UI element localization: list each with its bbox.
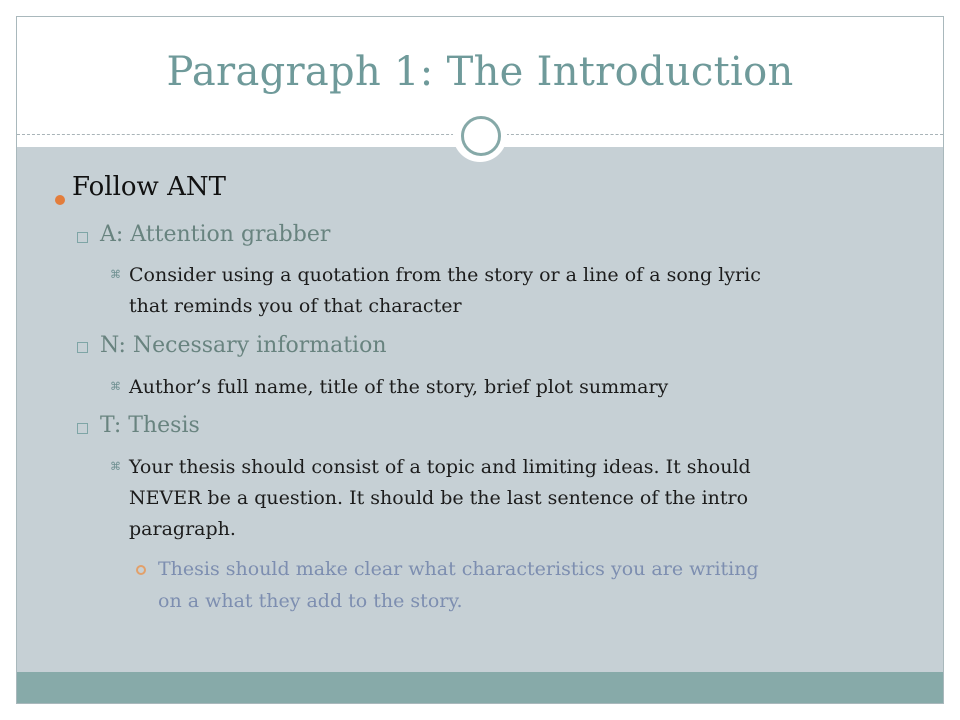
detail-t-line-2: NEVER be a question. It should be the last sentence of the intro bbox=[129, 487, 749, 509]
square-bullet-icon bbox=[77, 342, 88, 353]
section-heading-n: N: Necessary information bbox=[100, 333, 387, 358]
ornament-ring bbox=[461, 116, 501, 156]
slide bbox=[16, 16, 944, 704]
detail-a-line-2: that reminds you of that character bbox=[129, 295, 462, 317]
detail-a-line-1: Consider using a quotation from the story or a line of a song lyric bbox=[129, 264, 761, 286]
cross-bullet-icon: ⌘ bbox=[110, 380, 121, 393]
sub-detail-line-2: on a what they add to the story. bbox=[158, 590, 463, 612]
ring-bullet-icon bbox=[136, 565, 146, 575]
orange-dot-bullet-icon bbox=[55, 195, 65, 205]
square-bullet-icon bbox=[77, 423, 88, 434]
detail-t-line-3: paragraph. bbox=[129, 518, 236, 540]
slide-title: Paragraph 1: The Introduction bbox=[166, 49, 794, 95]
cross-bullet-icon: ⌘ bbox=[110, 460, 121, 473]
sub-detail-line-1: Thesis should make clear what characteristics you are writing bbox=[158, 558, 759, 580]
section-heading-t: T: Thesis bbox=[100, 413, 200, 438]
detail-n-line-1: Author’s full name, title of the story, brief plot summary bbox=[129, 376, 669, 398]
square-bullet-icon bbox=[77, 232, 88, 243]
section-heading-a: A: Attention grabber bbox=[100, 222, 331, 247]
footer-bar bbox=[17, 672, 943, 703]
detail-t-line-1: Your thesis should consist of a topic and limiting ideas. It should bbox=[129, 456, 751, 478]
cross-bullet-icon: ⌘ bbox=[110, 268, 121, 281]
circle-ornament-icon bbox=[453, 108, 507, 162]
level1-text: Follow ANT bbox=[72, 172, 226, 202]
